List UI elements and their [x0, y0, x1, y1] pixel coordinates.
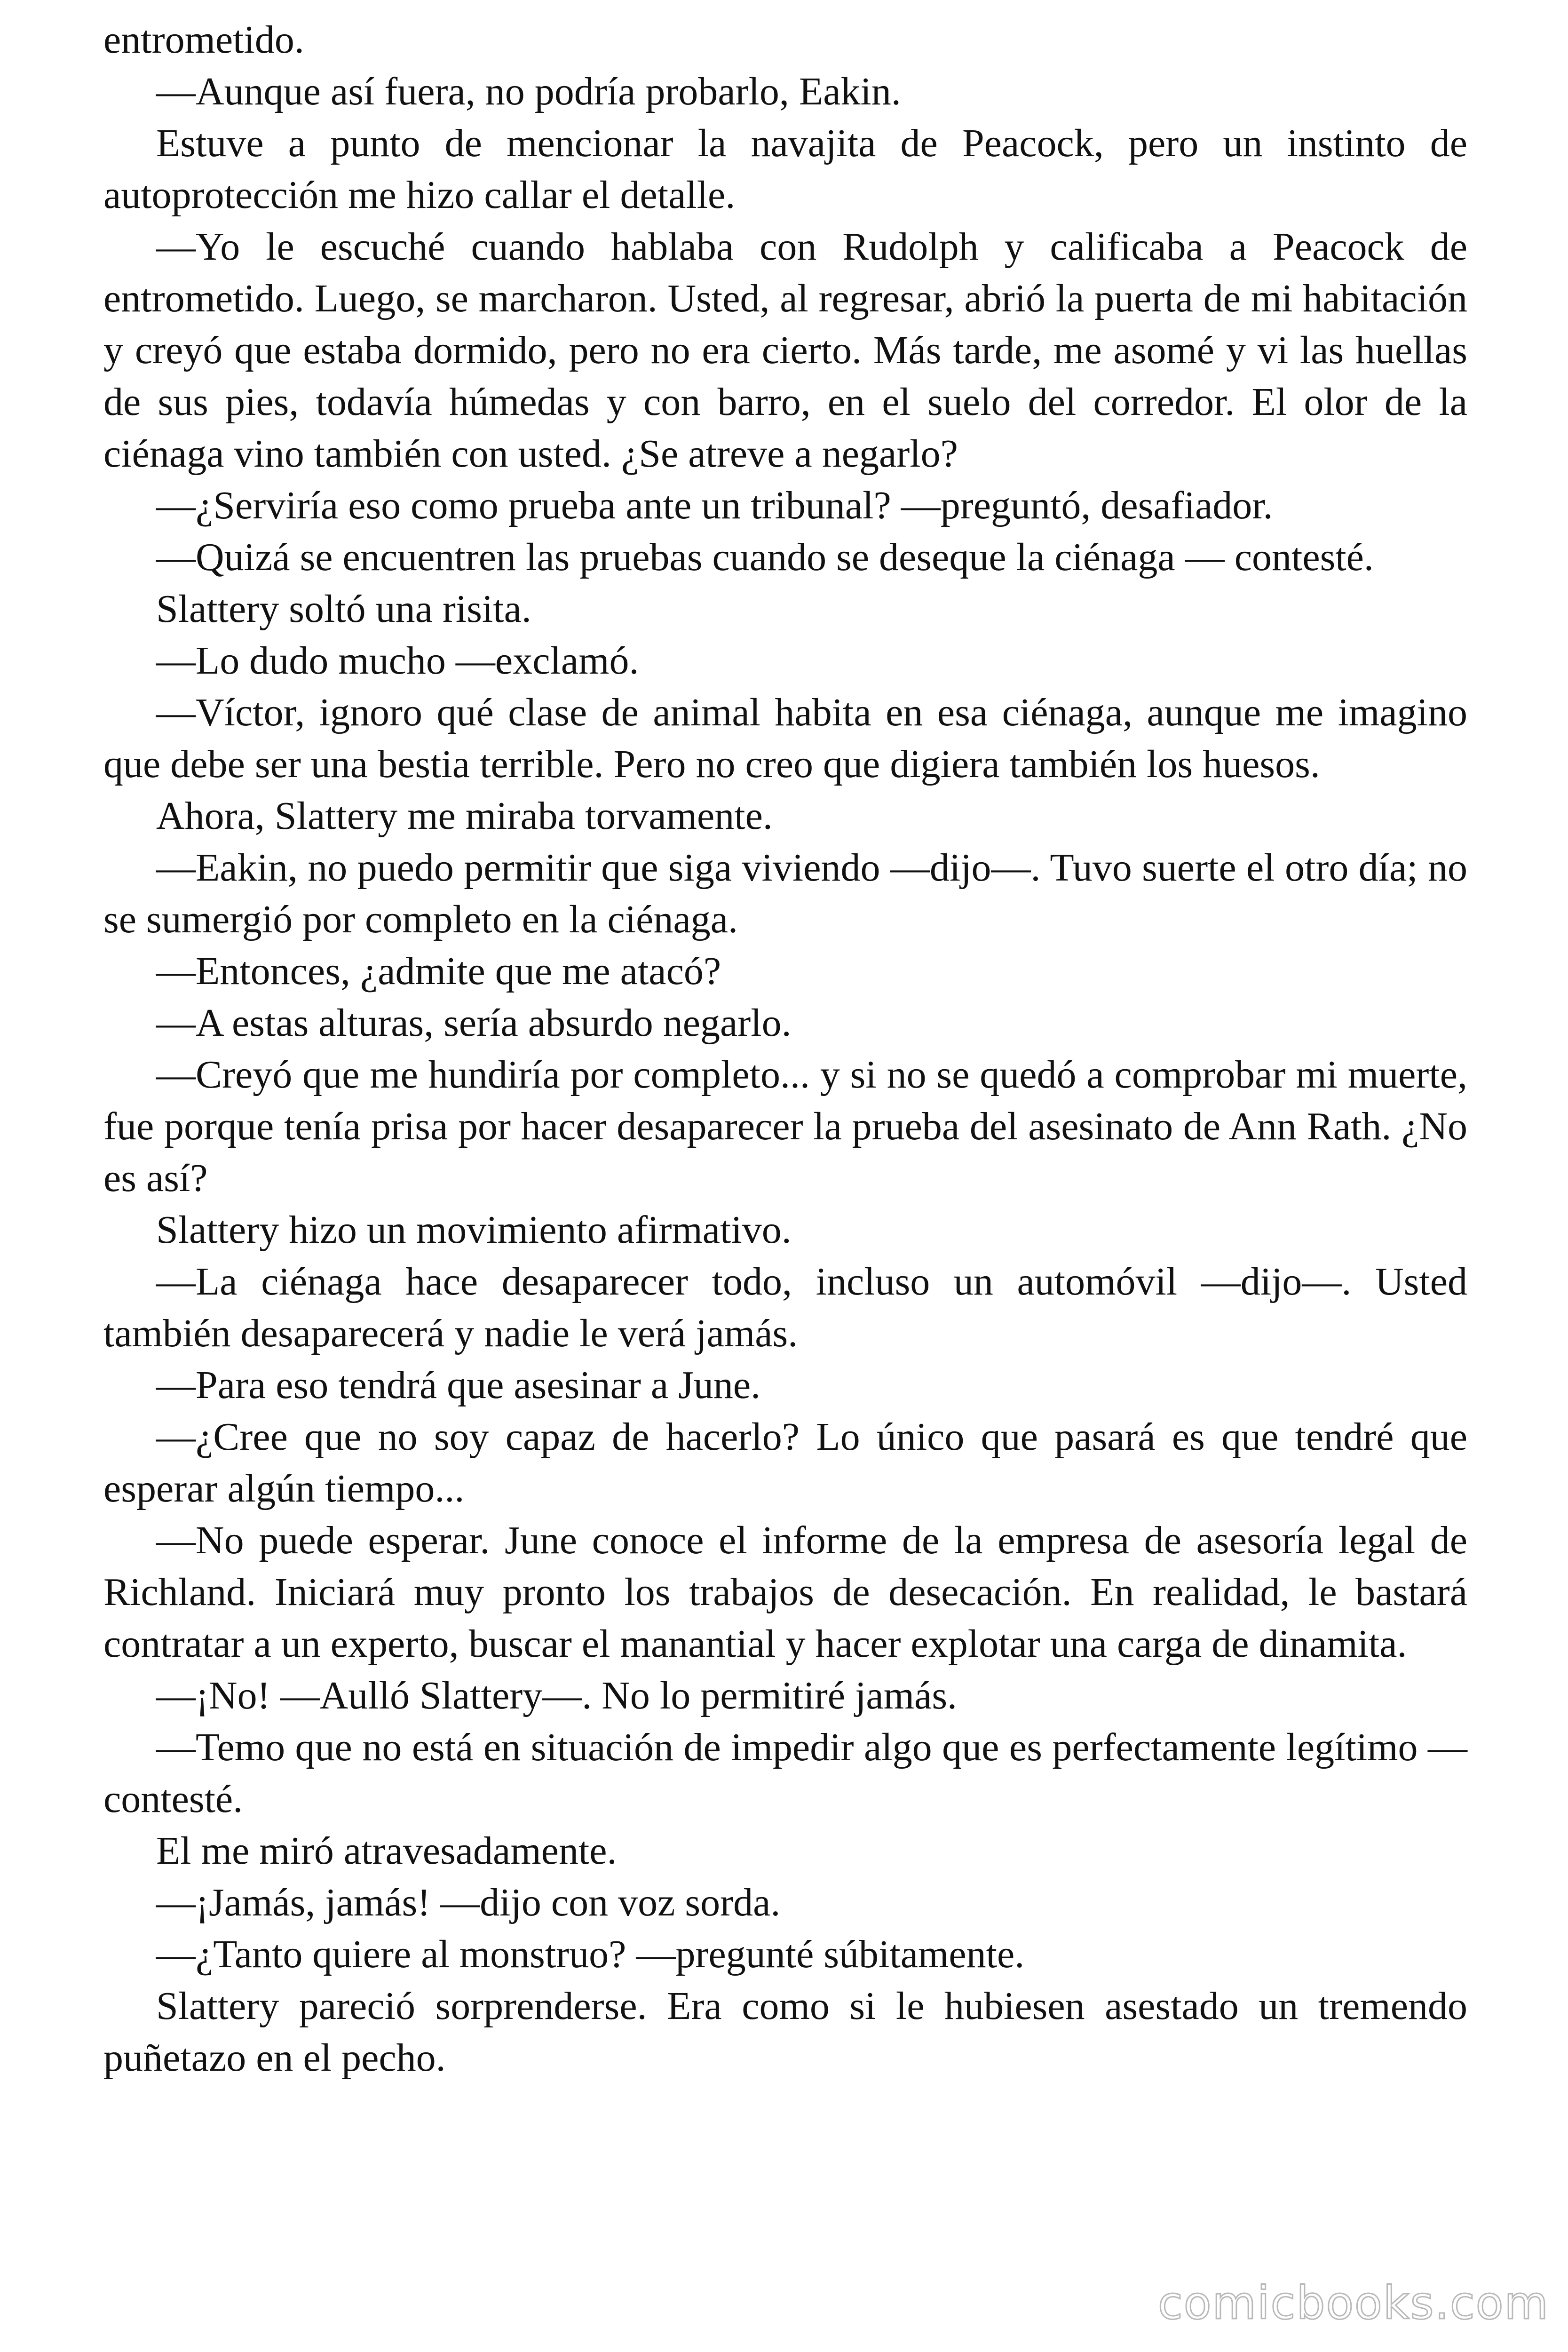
paragraph: —¡No! —Aulló Slattery—. No lo permitiré jamás.	[156, 1674, 958, 1717]
paragraph: —Yo le escuché cuando hablaba con Rudolph y calificaba a Peacock de entrometido. Luego, se marcharon. Usted, al regresar, abrió la puerta de mi habitación y creyó que estaba dormido, pero no era cierto. Más tarde, me asomé y vi las huellas de sus pies, todavía húmedas y con barro, en el suelo del corredor. El olor de la ciénaga vino también con usted. ¿Se atreve a negarlo?	[103, 225, 1467, 476]
paragraph: —Lo dudo mucho —exclamó.	[156, 639, 639, 683]
paragraph: Estuve a punto de mencionar la navajita de Peacock, pero un instinto de autoprotección me hizo callar el detalle.	[103, 121, 1467, 217]
paragraph: —Para eso tendrá que asesinar a June.	[156, 1363, 761, 1407]
paragraph: —¡Jamás, jamás! —dijo con voz sorda.	[156, 1881, 781, 1924]
paragraph: El me miró atravesadamente.	[156, 1829, 617, 1873]
paragraph: —Víctor, ignoro qué clase de animal habita en esa ciénaga, aunque me imagino que debe ser una bestia terrible. Pero no creo que digiera también los huesos.	[103, 691, 1467, 786]
paragraph: Slattery soltó una risita.	[156, 587, 531, 631]
paragraph: —Entonces, ¿admite que me atacó?	[156, 949, 721, 993]
paragraph: —Eakin, no puedo permitir que siga viviendo —dijo—. Tuvo suerte el otro día; no se sumergió por completo en la ciénaga.	[103, 846, 1467, 941]
paragraph-continuation: entrometido.	[103, 18, 304, 62]
paragraph: —Aunque así fuera, no podría probarlo, Eakin.	[156, 70, 901, 113]
paragraph: —¿Cree que no soy capaz de hacerlo? Lo único que pasará es que tendré que esperar algún tiempo...	[103, 1415, 1467, 1510]
paragraph: —No puede esperar. June conoce el informe de la empresa de asesoría legal de Richland. Iniciará muy pronto los trabajos de desecación. En realidad, le bastará contratar a un experto, buscar el manantial y hacer explotar una carga de dinamita.	[103, 1518, 1467, 1666]
watermark: comicbooks.com	[1157, 2277, 1549, 2329]
paragraph: —La ciénaga hace desaparecer todo, incluso un automóvil —dijo—. Usted también desaparecerá y nadie le verá jamás.	[103, 1260, 1467, 1355]
paragraph: —Temo que no está en situación de impedir algo que es perfectamente legítimo —contesté.	[103, 1725, 1467, 1821]
paragraph: Slattery pareció sorprenderse. Era como si le hubiesen asestado un tremendo puñetazo en el pecho.	[103, 1984, 1467, 2080]
paragraph: Slattery hizo un movimiento afirmativo.	[156, 1208, 792, 1252]
paragraph: Ahora, Slattery me miraba torvamente.	[156, 794, 773, 838]
page-body	[103, 14, 1467, 2084]
paragraph: —A estas alturas, sería absurdo negarlo.	[156, 1001, 792, 1045]
paragraph: —Creyó que me hundiría por completo... y si no se quedó a comprobar mi muerte, fue porque tenía prisa por hacer desaparecer la prueba del asesinato de Ann Rath. ¿No es así?	[103, 1053, 1467, 1200]
paragraph: —¿Tanto quiere al monstruo? —pregunté súbitamente.	[156, 1932, 1025, 1976]
paragraph: —Quizá se encuentren las pruebas cuando se deseque la ciénaga — contesté.	[156, 535, 1374, 579]
paragraph: —¿Serviría eso como prueba ante un tribunal? —preguntó, desafiador.	[156, 484, 1273, 527]
